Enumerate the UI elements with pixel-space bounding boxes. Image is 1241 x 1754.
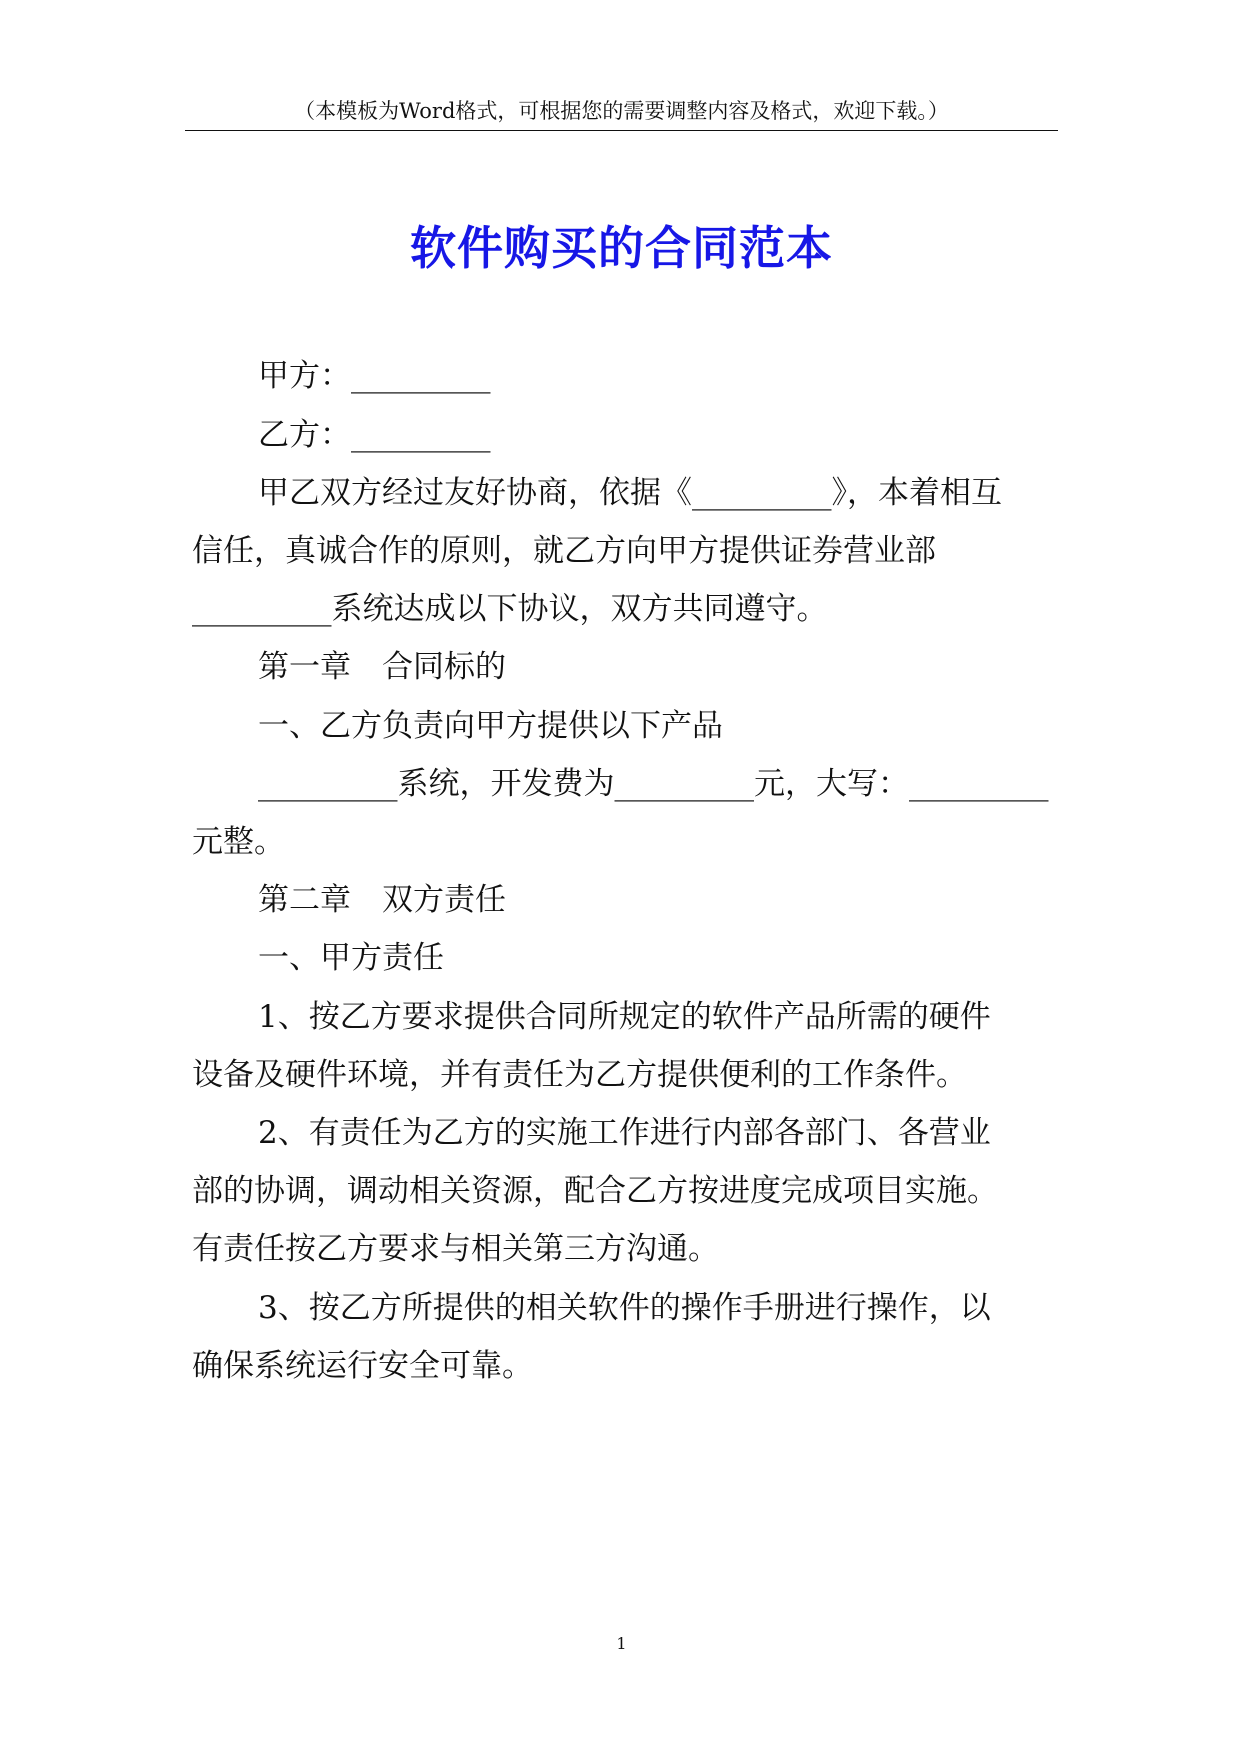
page-number: 1 — [616, 1634, 627, 1653]
clause-1-line-1: 1、按乙方要求提供合同所规定的软件产品所需的硬件 — [258, 999, 991, 1035]
section-heading: 一、甲方责任 — [258, 940, 444, 976]
clause-2-line-2: 部的协调，调动相关资源，配合乙方按进度完成项目实施。 — [192, 1173, 998, 1209]
header-note: （本模板为Word格式，可根据您的需要调整内容及格式，欢迎下载。） — [294, 99, 949, 123]
chapter-1-heading: 第一章 合同标的 — [258, 649, 506, 685]
preamble-line-1: 甲乙双方经过友好协商，依据《_________》，本着相互 — [258, 475, 1002, 511]
clause-1-line-2: 设备及硬件环境，并有责任为乙方提供便利的工作条件。 — [192, 1057, 967, 1093]
preamble-line-2: 信任，真诚合作的原则，就乙方向甲方提供证券营业部 — [192, 533, 936, 569]
clause-2-line-1: 2、有责任为乙方的实施工作进行内部各部门、各营业 — [258, 1115, 991, 1151]
clause-3-line-1: 3、按乙方所提供的相关软件的操作手册进行操作，以 — [258, 1290, 991, 1326]
product-line-1: _________系统，开发费为_________元，大写：_________ — [258, 766, 1049, 802]
product-line-2: 元整。 — [192, 824, 285, 860]
header-divider — [185, 130, 1058, 131]
preamble-line-3: _________系统达成以下协议，双方共同遵守。 — [192, 591, 828, 627]
party-b-line: 乙方：_________ — [258, 417, 491, 453]
clause-2-line-3: 有责任按乙方要求与相关第三方沟通。 — [192, 1231, 719, 1267]
chapter-2-heading: 第二章 双方责任 — [258, 882, 506, 918]
document-title: 软件购买的合同范本 — [410, 221, 833, 275]
party-a-line: 甲方：_________ — [258, 358, 491, 394]
clause-3-line-2: 确保系统运行安全可靠。 — [192, 1348, 533, 1384]
section-heading: 一、乙方负责向甲方提供以下产品 — [258, 708, 723, 744]
